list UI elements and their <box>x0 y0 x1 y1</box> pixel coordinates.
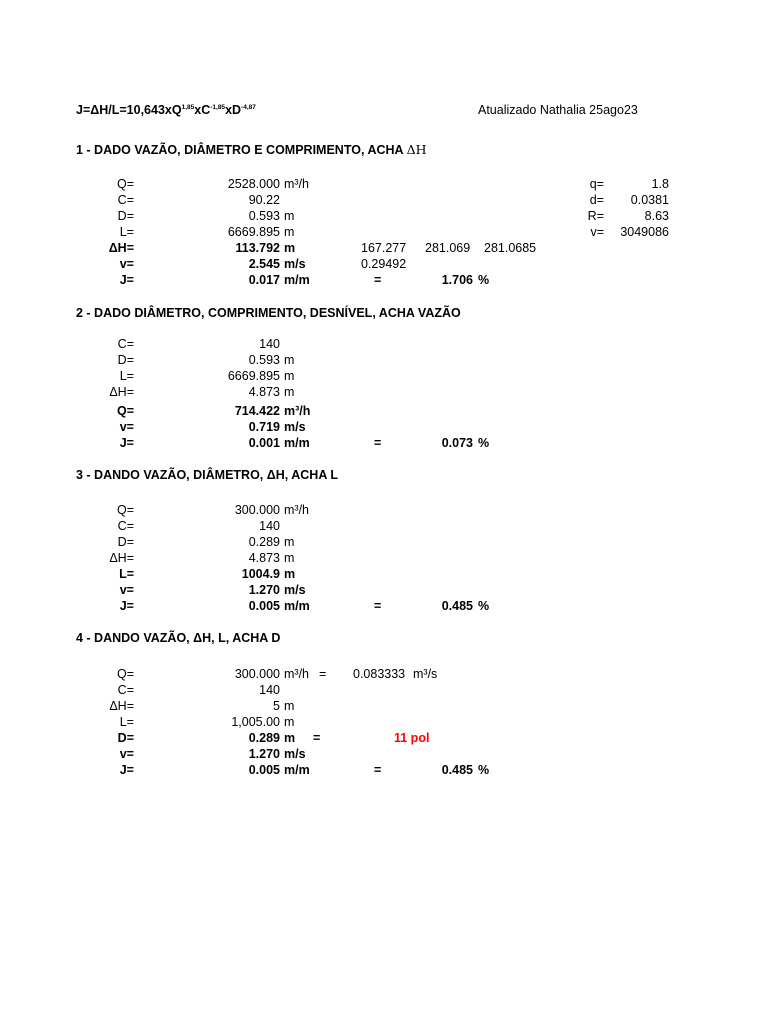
s1-dh-extra-2: 281.069 <box>425 241 471 255</box>
s4-value-c: 140 <box>259 683 280 697</box>
s4-label-d: D= <box>117 731 134 745</box>
s4-label-j: J= <box>119 763 134 777</box>
side-label-v: v= <box>590 225 604 239</box>
s2-j-percent-sign: % <box>478 436 490 450</box>
s3-label-d: D= <box>117 535 134 549</box>
s1-label-q: Q= <box>116 177 134 191</box>
s4-value-l: 1,005.00 <box>231 715 280 729</box>
s4-d-equals: = <box>313 731 321 745</box>
s3-value-j: 0.005 <box>248 599 280 613</box>
s4-value-d: 0.289 <box>248 731 280 745</box>
s1-value-dh: 113.792 <box>235 241 280 255</box>
s2-unit-l: m <box>284 369 295 383</box>
s2-value-dh: 4.873 <box>248 385 280 399</box>
s2-value-j: 0.001 <box>248 436 280 450</box>
s4-unit-j: m/m <box>284 763 310 777</box>
s1-unit-d: m <box>284 209 295 223</box>
s1-label-j: J= <box>119 273 134 287</box>
s1-unit-j: m/m <box>284 273 310 287</box>
s1-dh-extra-3: 281.0685 <box>484 241 537 255</box>
s2-label-v: v= <box>119 420 134 434</box>
s4-value-j: 0.005 <box>248 763 280 777</box>
s4-value-q: 300.000 <box>234 667 280 681</box>
section-4-title: 4 - DANDO VAZÃO, ΔH, L, ACHA D <box>76 631 281 645</box>
s1-label-dh: ΔH= <box>108 241 134 255</box>
side-value-v: 3049086 <box>620 225 669 239</box>
s2-value-l: 6669.895 <box>227 369 280 383</box>
s1-unit-dh: m <box>284 241 296 255</box>
s3-unit-dh: m <box>284 551 295 565</box>
s4-j-percent-sign: % <box>478 763 490 777</box>
s2-unit-dh: m <box>284 385 295 399</box>
s1-label-v: v= <box>119 257 134 271</box>
s2-label-q: Q= <box>116 404 134 418</box>
s2-unit-v: m/s <box>284 420 306 434</box>
s1-j-equals: = <box>374 273 382 287</box>
side-value-q: 1.8 <box>651 177 669 191</box>
s1-value-d: 0.593 <box>248 209 280 223</box>
s3-label-dh: ΔH= <box>109 551 134 565</box>
s1-unit-l: m <box>284 225 295 239</box>
s3-value-dh: 4.873 <box>248 551 280 565</box>
section-1-title: 1 - DADO VAZÃO, DIÂMETRO E COMPRIMENTO, ACHA ΔH <box>76 142 427 157</box>
s4-q-converted-unit: m³/s <box>413 667 438 681</box>
s3-value-d: 0.289 <box>248 535 280 549</box>
s3-unit-v: m/s <box>284 583 306 597</box>
s2-label-dh: ΔH= <box>109 385 134 399</box>
s3-label-v: v= <box>119 583 134 597</box>
s2-value-c: 140 <box>259 337 280 351</box>
s4-label-q: Q= <box>116 667 134 681</box>
s3-value-q: 300.000 <box>234 503 280 517</box>
side-value-r: 8.63 <box>644 209 669 223</box>
s4-value-v: 1.270 <box>248 747 280 761</box>
s2-value-d: 0.593 <box>248 353 280 367</box>
s4-unit-dh: m <box>284 699 295 713</box>
s4-j-percent-value: 0.485 <box>441 763 473 777</box>
s3-value-c: 140 <box>259 519 280 533</box>
s3-unit-q: m³/h <box>284 503 309 517</box>
s2-label-c: C= <box>117 337 134 351</box>
s1-value-q: 2528.000 <box>227 177 280 191</box>
s3-value-v: 1.270 <box>248 583 280 597</box>
s3-unit-d: m <box>284 535 295 549</box>
s4-unit-v: m/s <box>284 747 306 761</box>
s4-unit-d: m <box>284 731 296 745</box>
s1-unit-v: m/s <box>284 257 306 271</box>
s2-unit-q: m³/h <box>284 404 311 418</box>
s4-label-c: C= <box>117 683 134 697</box>
s1-j-percent-value: 1.706 <box>441 273 473 287</box>
s3-j-percent-value: 0.485 <box>441 599 473 613</box>
s4-label-dh: ΔH= <box>109 699 134 713</box>
side-label-d: d= <box>589 193 604 207</box>
s1-value-c: 90.22 <box>248 193 280 207</box>
s2-value-q: 714.422 <box>234 404 280 418</box>
s4-q-equals: = <box>319 667 327 681</box>
s2-label-d: D= <box>117 353 134 367</box>
s2-label-l: L= <box>119 369 134 383</box>
s3-label-l: L= <box>119 567 134 581</box>
s1-value-v: 2.545 <box>248 257 280 271</box>
s2-label-j: J= <box>119 436 134 450</box>
section-2-title: 2 - DADO DIÂMETRO, COMPRIMENTO, DESNÍVEL, ACHA VAZÃO <box>76 306 461 320</box>
side-label-q: q= <box>589 177 604 191</box>
s1-value-j: 0.017 <box>248 273 280 287</box>
formula-header: $J=\Delta H/L=10,643xQ^{1,85}xC^{-1,85}xD^{-4,87}$ <box>76 103 256 117</box>
s3-unit-j: m/m <box>284 599 310 613</box>
section-3-title: 3 - DANDO VAZÃO, DIÂMETRO, ΔH, ACHA L <box>76 468 338 482</box>
s1-label-l: L= <box>119 225 134 239</box>
s4-value-dh: 5 <box>273 699 280 713</box>
s3-label-c: C= <box>117 519 134 533</box>
updated-note: Atualizado Nathalia 25ago23 <box>478 103 638 117</box>
s3-j-equals: = <box>374 599 382 613</box>
s4-label-v: v= <box>119 747 134 761</box>
s4-q-converted: 0.083333 <box>353 667 406 681</box>
s1-unit-q: m³/h <box>284 177 309 191</box>
s1-j-percent-sign: % <box>478 273 490 287</box>
s1-label-c: C= <box>117 193 134 207</box>
s4-unit-q: m³/h <box>284 667 309 681</box>
side-label-r: R= <box>587 209 604 223</box>
s2-value-v: 0.719 <box>248 420 280 434</box>
s3-j-percent-sign: % <box>478 599 490 613</box>
s3-value-l: 1004.9 <box>241 567 280 581</box>
s4-unit-l: m <box>284 715 295 729</box>
s3-unit-l: m <box>284 567 296 581</box>
s4-j-equals: = <box>374 763 382 777</box>
s4-d-inches: 11 pol <box>394 731 430 745</box>
s2-unit-d: m <box>284 353 295 367</box>
s2-j-percent-value: 0.073 <box>441 436 473 450</box>
s2-j-equals: = <box>374 436 382 450</box>
s2-unit-j: m/m <box>284 436 310 450</box>
s1-value-l: 6669.895 <box>227 225 280 239</box>
s1-v-extra: 0.29492 <box>361 257 407 271</box>
s1-dh-extra-1: 167.277 <box>361 241 407 255</box>
s1-label-d: D= <box>117 209 134 223</box>
s3-label-j: J= <box>119 599 134 613</box>
side-value-d: 0.0381 <box>630 193 669 207</box>
s4-label-l: L= <box>119 715 134 729</box>
s3-label-q: Q= <box>116 503 134 517</box>
